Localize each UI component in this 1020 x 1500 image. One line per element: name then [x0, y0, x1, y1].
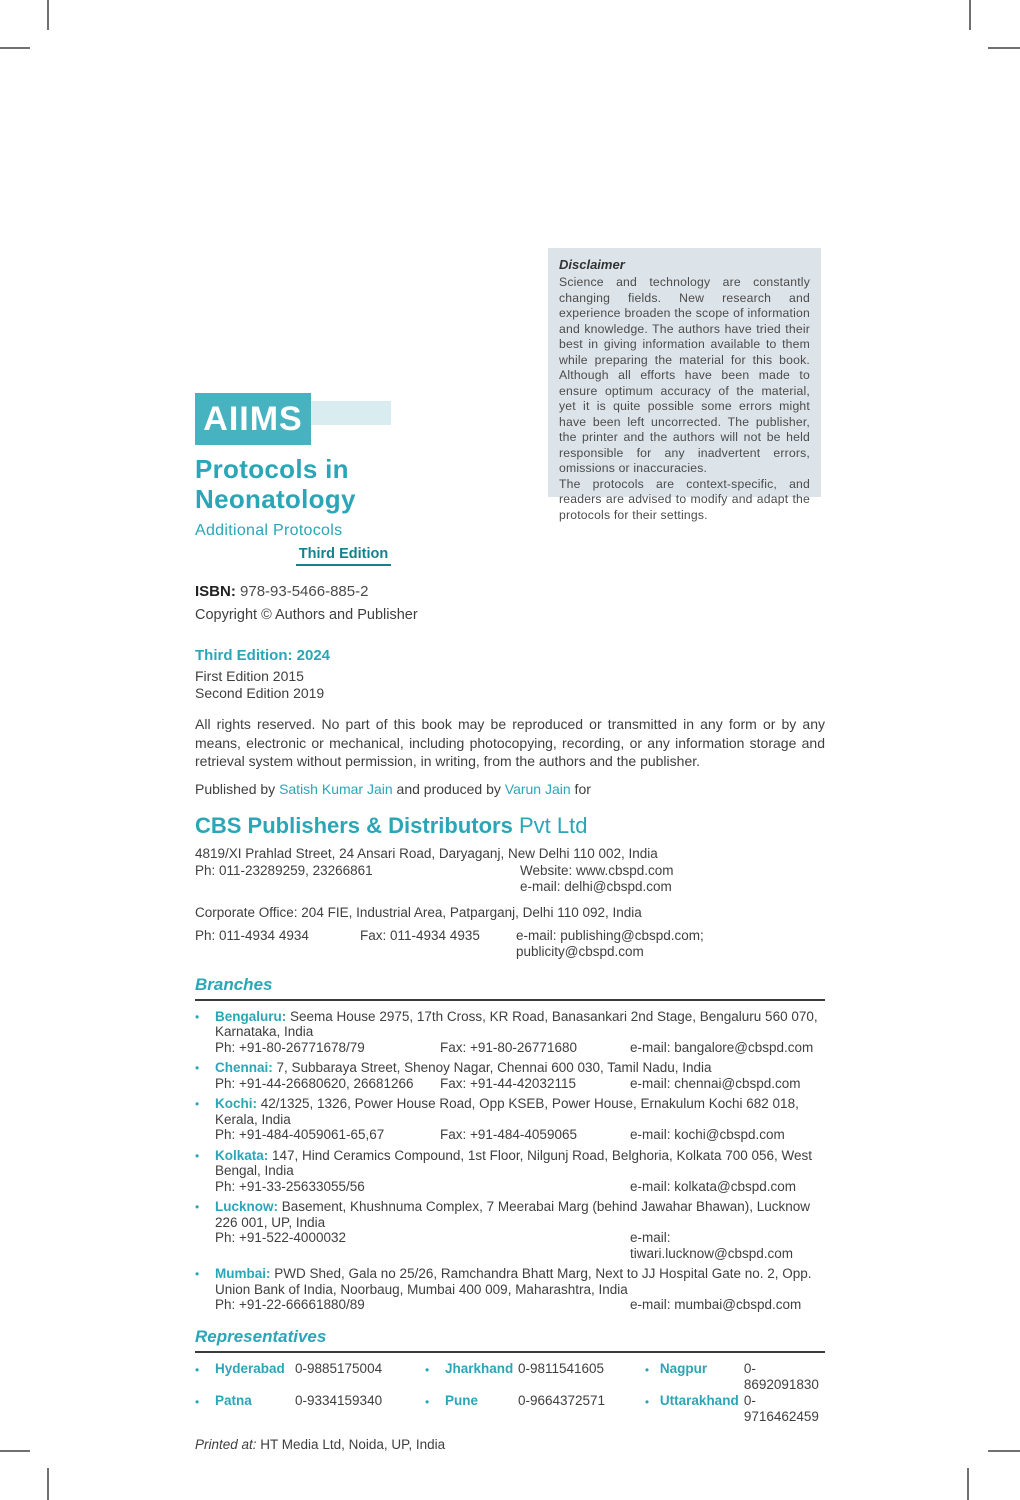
crop-mark-top-left-vertical	[47, 0, 49, 30]
branch-address-line	[215, 1148, 825, 1179]
printed-at-label: Printed at:	[195, 1436, 257, 1452]
main-content	[195, 582, 825, 1453]
representative-pune	[425, 1393, 645, 1425]
published-prefix: Published by	[195, 780, 280, 797]
book-edition-badge: Third Edition	[296, 546, 391, 566]
crop-mark-top-right-vertical	[969, 0, 971, 30]
branch-fax	[440, 1230, 630, 1261]
crop-mark-top-right-horizontal	[988, 47, 1020, 49]
book-title-line2: Neonatology	[195, 484, 356, 514]
copyright-line: Copyright © Authors and Publisher	[195, 607, 418, 623]
representative-city: Pune	[444, 1392, 478, 1408]
representative-phone: 0-9664372571	[517, 1392, 606, 1408]
branch-city: Kolkata:	[215, 1147, 269, 1163]
branch-city: Bengaluru:	[215, 1008, 287, 1024]
branch-kochi	[195, 1096, 825, 1143]
disclaimer-title: Disclaimer	[559, 257, 625, 272]
corporate-phone: Ph: 011-4934 4934	[195, 927, 309, 943]
representative-phone: 0-8692091830	[743, 1360, 819, 1392]
branch-phone: Ph: +91-22-66661880/89	[215, 1297, 365, 1312]
publisher-address: 4819/XI Prahlad Street, 24 Ansari Road, Daryaganj, New Delhi 110 002, India	[195, 845, 658, 861]
branch-email: e-mail: bangalore@cbspd.com	[630, 1039, 814, 1055]
branch-phone: Ph: +91-44-26680620, 26681266	[215, 1075, 414, 1091]
edition-first: First Edition 2015	[195, 668, 304, 684]
branch-address-line	[215, 1096, 825, 1127]
publisher-web-email	[520, 863, 674, 895]
branch-email: e-mail: mumbai@cbspd.com	[630, 1297, 802, 1312]
producer-person: Varun Jain	[504, 780, 571, 797]
disclaimer-paragraph-1: Science and technology are constantly changing fields. New research and experience broaden the scope of information and knowledge. The authors have tried their best in giving information available to them while preparing the material for this book. Although all efforts have been made to ensure optimum accuracy of the material, yet it is quite possible some errors might have been left uncorrected. The publisher, the printer and the authors will not be held responsible for any inadvertent errors, omissions or inaccuracies.	[559, 275, 810, 475]
branch-address: Seema House 2975, 17th Cross, KR Road, Banasankari 2nd Stage, Bengaluru 560 070, Karnataka, India	[215, 1008, 818, 1039]
branch-address: 147, Hind Ceramics Compound, 1st Floor, Nilgunj Road, Belghoria, Kolkata 700 056, West Bengal, India	[215, 1147, 813, 1178]
branch-address-line	[215, 1060, 825, 1076]
branch-phone: Ph: +91-33-25633055/56	[215, 1178, 365, 1194]
edition-second: Second Edition 2019	[195, 685, 325, 701]
branch-address: PWD Shed, Gala no 25/26, Ramchandra Bhatt Marg, Next to JJ Hospital Gate no. 2, Opp. Union Bank of India, Noorbaug, Mumbai 400 009, Maharashtra, India	[215, 1266, 812, 1297]
crop-mark-bottom-right-vertical	[967, 1468, 969, 1500]
branch-address: 7, Subbaraya Street, Shenoy Nagar, Chennai 600 030, Tamil Nadu, India	[272, 1060, 712, 1075]
publisher-website: Website: www.cbspd.com	[520, 862, 674, 878]
book-logo	[195, 393, 391, 566]
branch-contacts	[215, 1040, 825, 1056]
branch-fax: Fax: +91-44-42032115	[440, 1075, 576, 1091]
bullet-icon: •	[644, 1394, 650, 1409]
bullet-icon: •	[195, 1061, 200, 1075]
isbn-label: ISBN:	[195, 583, 236, 600]
representative-jharkhand	[425, 1361, 645, 1393]
bullet-icon: •	[195, 1148, 200, 1163]
representative-phone: 0-9811541605	[517, 1360, 605, 1376]
publisher-person: Satish Kumar Jain	[279, 780, 393, 797]
branch-fax	[440, 1297, 630, 1313]
representative-city: Nagpur	[659, 1360, 708, 1376]
disclaimer-paragraph-2: The protocols are context-specific, and readers are advised to modify and adapt the protocols for their settings.	[559, 476, 810, 522]
representative-city: Hyderabad	[215, 1360, 285, 1376]
bullet-icon: •	[195, 1097, 200, 1111]
printed-at-value: HT Media Ltd, Noida, UP, India	[256, 1436, 446, 1452]
crop-mark-bottom-left-horizontal	[0, 1450, 30, 1452]
branch-phone: Ph: +91-80-26771678/79	[215, 1039, 365, 1055]
book-subtitle: Additional Protocols	[195, 522, 343, 539]
publisher-name-bold: CBS Publishers & Distributors	[195, 812, 513, 838]
branch-city: Lucknow:	[215, 1199, 278, 1214]
representative-patna	[195, 1393, 425, 1425]
publisher-email: e-mail: delhi@cbspd.com	[520, 878, 672, 894]
branch-city: Mumbai:	[215, 1266, 271, 1281]
bullet-icon: •	[644, 1362, 650, 1377]
bullet-icon: •	[195, 1394, 200, 1409]
published-mid: and produced by	[392, 780, 505, 797]
branch-address: 42/1325, 1326, Power House Road, Opp KSEB, Power House, Ernakulum Kochi 682 018, Kerala, India	[215, 1096, 799, 1127]
printed-at-line	[195, 1436, 825, 1453]
branch-contacts	[215, 1179, 825, 1195]
representative-city: Patna	[215, 1392, 252, 1408]
branch-email: e-mail: chennai@cbspd.com	[630, 1075, 801, 1091]
publisher-phone: Ph: 011-23289259, 23266861	[195, 862, 373, 878]
bullet-icon: •	[424, 1394, 430, 1409]
branch-contacts	[215, 1127, 825, 1143]
branch-address-line	[215, 1009, 825, 1040]
representative-phone: 0-9716462459	[743, 1392, 819, 1424]
branch-contacts	[215, 1297, 825, 1313]
branches-heading: Branches	[195, 975, 825, 1001]
corporate-office-line: Corporate Office: 204 FIE, Industrial Area, Patparganj, Delhi 110 092, India	[195, 904, 642, 920]
branch-fax: Fax: +91-80-26771680	[440, 1039, 577, 1055]
publisher-name-suffix: Pvt Ltd	[512, 812, 588, 838]
corporate-email: e-mail: publishing@cbspd.com; publicity@cbspd.com	[516, 927, 704, 959]
bullet-icon: •	[195, 1267, 200, 1281]
branch-address-line	[215, 1266, 825, 1297]
branch-email: e-mail: kolkata@cbspd.com	[630, 1178, 797, 1194]
branch-phone: Ph: +91-522-4000032	[215, 1230, 346, 1245]
logo-band	[307, 401, 391, 425]
representative-hyderabad	[195, 1361, 425, 1393]
branch-chennai	[195, 1060, 825, 1091]
branch-address: Basement, Khushnuma Complex, 7 Meerabai Marg (behind Jawahar Bhawan), Lucknow 226 001, UP, India	[215, 1199, 811, 1230]
branch-contacts	[215, 1076, 825, 1092]
representative-uttarakhand	[645, 1393, 825, 1425]
branch-email: e-mail: kochi@cbspd.com	[630, 1127, 785, 1142]
bullet-icon: •	[195, 1009, 200, 1024]
representatives-row-1	[195, 1361, 825, 1393]
branch-city: Chennai:	[215, 1060, 273, 1075]
published-line	[195, 780, 825, 798]
bullet-icon: •	[195, 1362, 200, 1377]
branch-bengaluru	[195, 1009, 825, 1056]
branch-mumbai	[195, 1266, 825, 1313]
book-title-line1: Protocols in	[195, 454, 349, 484]
branch-kolkata	[195, 1148, 825, 1195]
branch-contacts	[215, 1230, 825, 1261]
representative-city: Uttarakhand	[659, 1392, 739, 1408]
branch-city: Kochi:	[215, 1096, 257, 1111]
bullet-icon: •	[195, 1200, 200, 1214]
disclaimer-box	[548, 248, 821, 522]
branch-email: e-mail: tiwari.lucknow@cbspd.com	[630, 1230, 794, 1261]
branch-address-line	[215, 1199, 825, 1230]
representatives-heading: Representatives	[195, 1327, 825, 1353]
isbn-line	[195, 582, 825, 601]
branch-lucknow	[195, 1199, 825, 1261]
aiims-badge: AIIMS	[195, 393, 311, 445]
branch-fax	[440, 1179, 630, 1195]
bullet-icon: •	[424, 1362, 430, 1377]
isbn-value: 978-93-5466-885-2	[235, 583, 369, 600]
crop-mark-bottom-left-vertical	[47, 1468, 49, 1500]
rights-paragraph: All rights reserved. No part of this book may be reproduced or transmitted in any form or by any means, electronic or mechanical, including photocopying, recording, or any information storage and retrieval system without permission, in writing, from the authors and the publisher.	[195, 716, 825, 769]
representative-phone: 0-9885175004	[295, 1360, 383, 1376]
crop-mark-bottom-right-horizontal	[988, 1450, 1020, 1452]
publisher-contact-row	[195, 863, 825, 895]
edition-current: Third Edition: 2024	[195, 647, 331, 664]
corporate-contact-row	[195, 928, 825, 960]
representative-phone: 0-9334159340	[295, 1392, 383, 1408]
branch-phone: Ph: +91-484-4059061-65,67	[215, 1127, 385, 1142]
corporate-fax: Fax: 011-4934 4935	[360, 927, 480, 943]
crop-mark-top-left-horizontal	[0, 47, 30, 49]
branch-fax: Fax: +91-484-4059065	[440, 1127, 577, 1142]
representative-nagpur	[645, 1361, 825, 1393]
book-title	[195, 454, 391, 514]
publisher-name	[195, 813, 825, 839]
published-suffix: for	[570, 780, 591, 797]
representative-city: Jharkhand	[444, 1360, 514, 1376]
representatives-row-2	[195, 1393, 825, 1425]
